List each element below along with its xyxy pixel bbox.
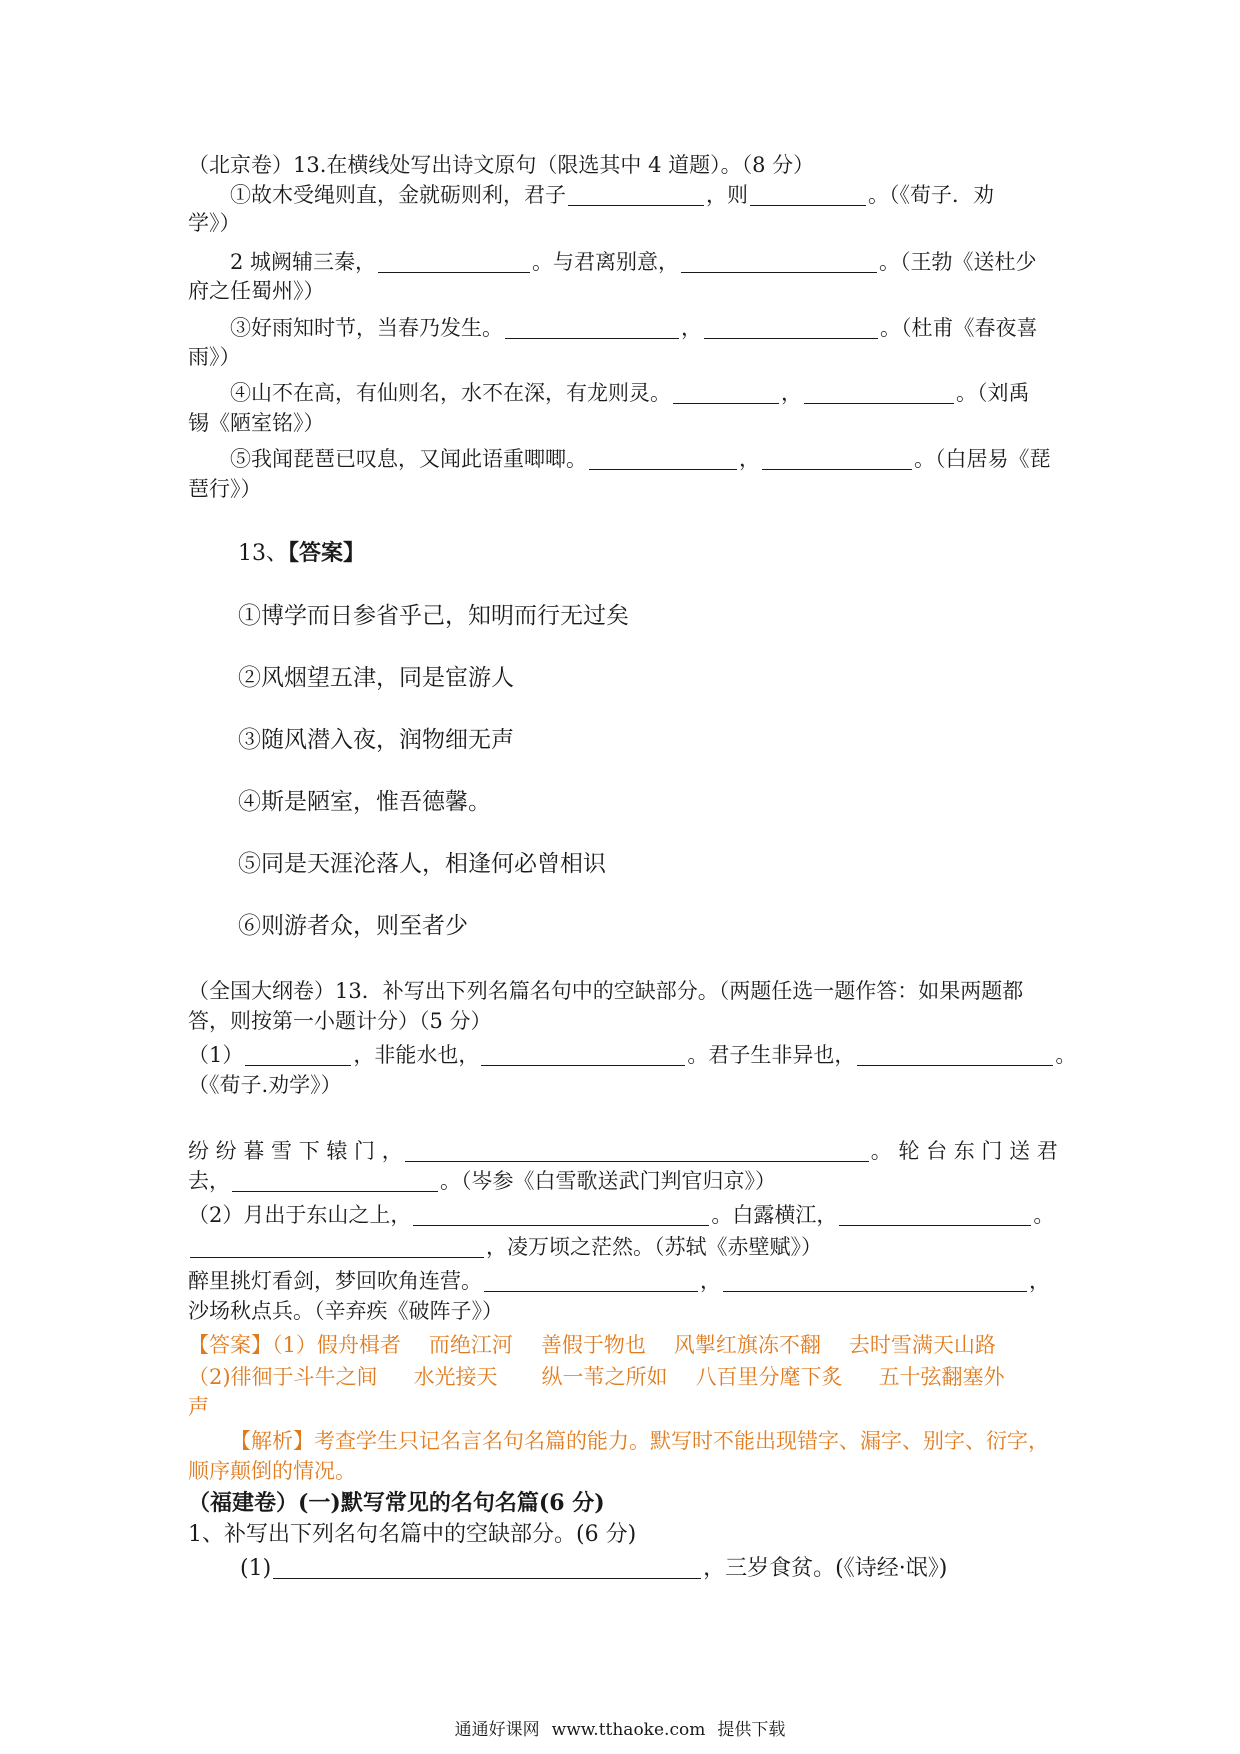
answer-blank[interactable]: [857, 1043, 1053, 1066]
national-header: （全国大纲卷）13．补写出下列名篇名句中的空缺部分。（两题任选一题作答：如果两题都: [188, 979, 1024, 1003]
answer-blank[interactable]: [505, 316, 679, 339]
national-header-cont: 答，则按第一小题计分）（5 分）: [188, 1009, 492, 1033]
answer-item: ⑥则游者众，则至者少: [238, 913, 468, 939]
answer-blank[interactable]: [750, 183, 866, 206]
national-p3: （2）月出于东山之上， 。白露横江， 。: [188, 1203, 1055, 1227]
national-p1: （1） ，非能水也， 。君子生非异也， 。: [188, 1043, 1077, 1067]
national-answer-line-2: （2)徘徊于斗牛之间 水光接天 纵一苇之所如 八百里分麾下炙 五十弦翻塞外: [188, 1365, 1005, 1389]
answer-blank[interactable]: [762, 447, 912, 470]
answer-blank[interactable]: [190, 1235, 484, 1258]
answer-item: ③随风潜入夜，润物细无声: [238, 727, 514, 753]
national-p3-cont: ，凌万顷之茫然。（苏轼《赤壁赋》）: [188, 1232, 1058, 1262]
beijing-q5-cont: 琶行》）: [188, 477, 262, 501]
answer-blank[interactable]: [273, 1556, 701, 1579]
beijing-q4: ④山不在高，有仙则名，水不在深，有龙则灵。 ， 。（刘禹: [230, 381, 1030, 405]
answer-blank[interactable]: [681, 250, 877, 273]
national-p1-source: （《荀子.劝学》）: [188, 1073, 342, 1097]
answer-blank[interactable]: [839, 1203, 1031, 1226]
national-p2: 纷 纷 暮 雪 下 辕 门 ， 。 轮 台 东 门 送 君: [188, 1139, 1058, 1163]
national-analysis-cont: 顺序颠倒的情况。: [188, 1459, 356, 1483]
national-analysis: 【解析】考查学生只记名言名句名篇的能力。默写时不能出现错字、漏字、别字、衍字，: [230, 1429, 1049, 1453]
answer-blank[interactable]: [413, 1203, 709, 1226]
answer-blank[interactable]: [589, 447, 737, 470]
answer-blank[interactable]: [232, 1169, 438, 1192]
answer-blank[interactable]: [378, 250, 530, 273]
beijing-q2: 2 城阙辅三秦， 。与君离别意， 。（王勃《送杜少: [230, 250, 1037, 274]
answer-blank[interactable]: [704, 316, 878, 339]
answer-item: ④斯是陋室，惟吾德馨。: [238, 789, 491, 815]
beijing-q4-cont: 锡《陋室铭》）: [188, 411, 325, 435]
answer-item: ②风烟望五津，同是宦游人: [238, 665, 514, 691]
answer-item: ⑤同是天涯沦落人，相逢何必曾相识: [238, 851, 606, 877]
national-answer-line-3: 声: [188, 1395, 209, 1419]
answer-blank[interactable]: [673, 381, 779, 404]
footer-url[interactable]: www.tthaoke.com: [551, 1720, 706, 1740]
fujian-sub: 1、补写出下列名句名篇中的空缺部分。(6 分): [188, 1522, 637, 1547]
answer-blank[interactable]: [804, 381, 954, 404]
page-footer: [0, 1718, 1240, 1742]
fujian-q1: (1) ，三岁食贫。(《诗经·氓》): [240, 1556, 948, 1581]
beijing-q2-cont: 府之任蜀州》）: [188, 279, 325, 303]
national-p2-cont: 去， 。（岑参《白雪歌送武门判官归京》）: [188, 1169, 776, 1193]
answer-blank[interactable]: [481, 1043, 685, 1066]
footer-note: 提供下载: [717, 1720, 786, 1740]
footer-site: 通通好课网: [454, 1720, 540, 1740]
national-p4-cont: 沙场秋点兵。（辛弃疾《破阵子》）: [188, 1299, 503, 1323]
national-answer-line-1: 【答案】（1）假舟楫者 而绝江河 善假于物也 风掣红旗冻不翻 去时雪满天山路: [188, 1333, 996, 1357]
answer-blank[interactable]: [723, 1269, 1027, 1292]
beijing-q1: ①故木受绳则直，金就砺则利，君子 ，则 。（《荀子．劝: [230, 183, 994, 207]
beijing-q3-cont: 雨》）: [188, 345, 241, 369]
beijing-q5: ⑤我闻琵琶已叹息，又闻此语重唧唧。 ， 。（白居易《琵: [230, 447, 1051, 471]
beijing-header: （北京卷）13.在横线处写出诗文原句（限选其中 4 道题）。（8 分）: [188, 153, 815, 177]
beijing-answer-title: 13、【答案】: [238, 540, 366, 566]
answer-blank[interactable]: [405, 1139, 869, 1162]
answer-blank[interactable]: [245, 1043, 351, 1066]
fujian-header: （福建卷）(一)默写常见的名句名篇(6 分): [188, 1490, 605, 1516]
answer-item: ①博学而日参省乎己，知明而行无过矣: [238, 603, 629, 629]
beijing-q1-cont: 学》）: [188, 211, 241, 235]
beijing-q3: ③好雨知时节，当春乃发生。 ， 。（杜甫《春夜喜: [230, 316, 1038, 340]
national-p4: 醉里挑灯看剑，梦回吹角连营。 ， ，: [188, 1269, 1050, 1293]
answer-blank[interactable]: [568, 183, 704, 206]
answer-blank[interactable]: [484, 1269, 698, 1292]
